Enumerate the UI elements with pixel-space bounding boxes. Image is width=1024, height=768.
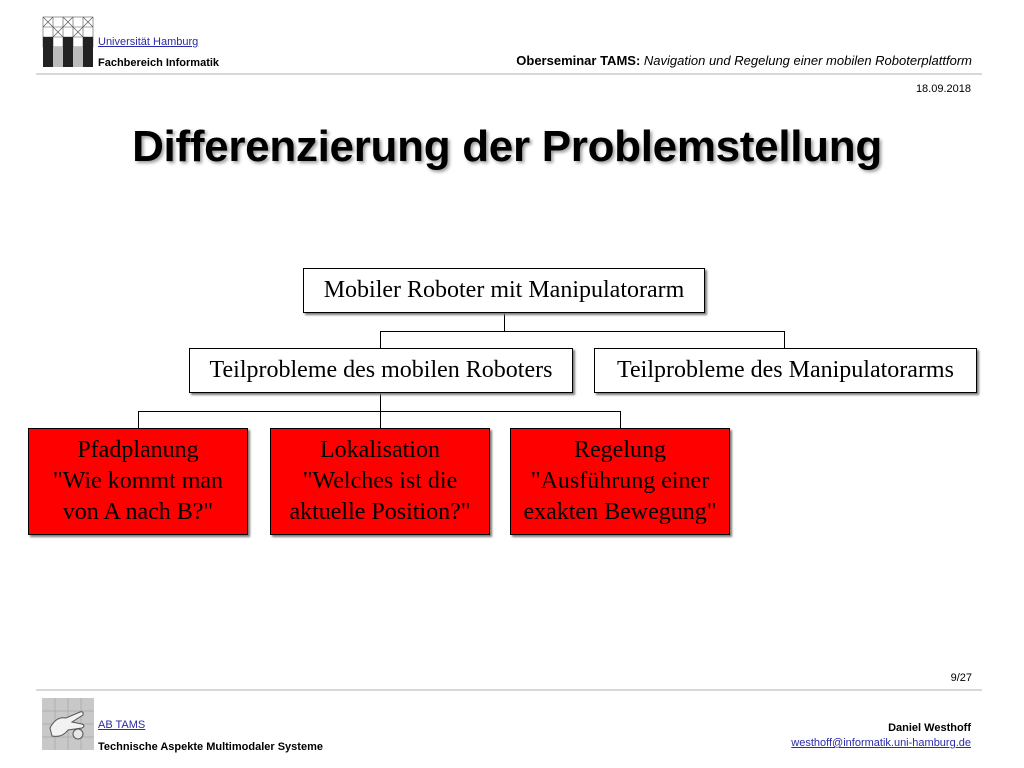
node-manipulator-label: Teilprobleme des Manipulatorarms	[617, 357, 954, 383]
author-email-link[interactable]: westhoff@informatik.uni-hamburg.de	[791, 737, 971, 749]
node-control-text: exakten Bewegung"	[523, 499, 717, 525]
node-path-planning-title: Pfadplanung	[77, 437, 199, 463]
group-name: Technische Aspekte Multimodaler Systeme	[98, 741, 323, 753]
university-logo-icon	[42, 16, 94, 68]
connector-line	[380, 393, 381, 412]
seminar-title	[516, 53, 972, 68]
node-localization-title: Lokalisation	[320, 437, 440, 463]
node-path-planning	[28, 428, 248, 535]
connector-line	[380, 331, 381, 348]
node-path-planning-text: "Wie kommt man	[52, 468, 224, 494]
robot-hand-icon	[42, 698, 94, 750]
node-mobile-robot	[189, 348, 573, 393]
node-localization	[270, 428, 490, 535]
connector-line	[620, 411, 621, 428]
node-control-title: Regelung	[574, 437, 666, 463]
department-name: Fachbereich Informatik	[98, 57, 220, 69]
node-manipulator	[594, 348, 977, 393]
seminar-topic: Navigation und Regelung einer mobilen Roboterplattform	[643, 53, 972, 68]
node-localization-text: "Welches ist die	[302, 468, 458, 494]
node-control	[510, 428, 730, 535]
root-node	[303, 268, 705, 313]
group-link[interactable]: AB TAMS	[98, 719, 146, 731]
header-divider	[36, 73, 982, 75]
seminar-label: Oberseminar TAMS:	[516, 53, 641, 68]
author-name: Daniel Westhoff	[888, 722, 971, 734]
connector-line	[380, 331, 785, 332]
university-link[interactable]: Universität Hamburg	[98, 36, 199, 48]
connector-line	[504, 312, 505, 331]
node-localization-text: aktuelle Position?"	[289, 499, 471, 525]
connector-line	[784, 331, 785, 348]
slide-date: 18.09.2018	[915, 83, 971, 95]
node-mobile-robot-label: Teilprobleme des mobilen Roboters	[209, 357, 553, 383]
page-number: 9/27	[950, 672, 972, 684]
root-node-label: Mobiler Roboter mit Manipulatorarm	[323, 277, 685, 303]
node-control-text: "Ausführung einer	[530, 468, 710, 494]
page-title: Differenzierung der Problemstellung	[132, 122, 882, 171]
footer-divider	[36, 689, 982, 691]
node-path-planning-text: von A nach B?"	[62, 499, 214, 525]
connector-line	[380, 411, 381, 428]
connector-line	[138, 411, 139, 428]
